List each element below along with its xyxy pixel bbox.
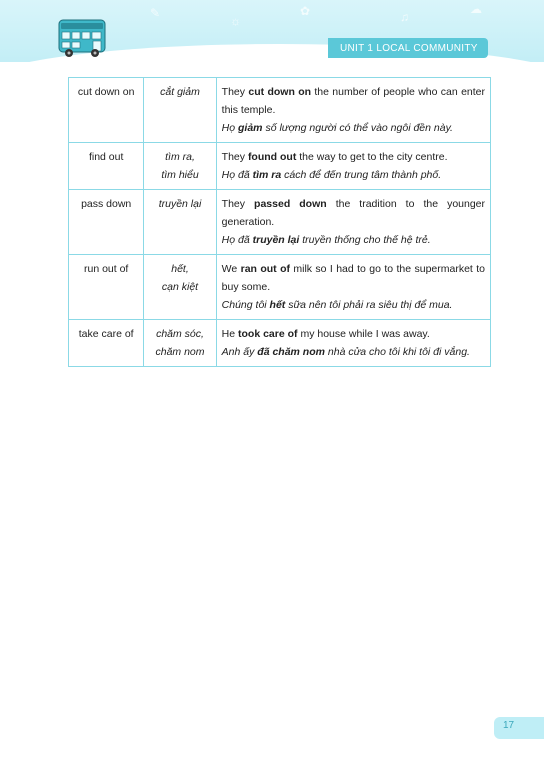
example-vietnamese [222,343,485,361]
example-text: my house while I was away. [297,328,430,340]
phrase-cell: find out [69,143,144,190]
example-vietnamese [222,166,485,184]
highlighted-phrase: found out [247,151,297,163]
doodle-icon: ✿ [300,4,311,18]
translation-text: số lượng người có thể vào ngôi đền này. [262,122,453,134]
highlighted-translation: truyền lại [252,234,300,246]
table-row [69,255,491,320]
highlighted-phrase: cut down on [248,86,312,98]
example-cell [216,78,490,143]
phrasal-verb-table [68,77,491,367]
example-cell [216,255,490,320]
translation-text: Chúng tôi [221,299,270,311]
example-english [222,260,485,296]
meaning-cell: hết, cạn kiệt [144,255,216,320]
example-english [222,325,485,343]
example-text: the tradition to the younger generation. [221,198,486,228]
table-row [69,143,491,190]
example-text: They [221,86,249,98]
translation-text: Anh ấy [221,346,258,358]
highlighted-phrase: took care of [238,328,298,340]
page-number-tab [494,717,544,739]
meaning-cell: tìm ra, tìm hiểu [144,143,216,190]
highlighted-phrase: passed down [254,198,327,210]
doodle-icon: ☁ [470,2,482,16]
example-cell [216,143,490,190]
translation-text: Họ đã [221,234,253,246]
example-english [222,148,485,166]
example-cell [216,190,490,255]
translation-text: sữa nên tôi phải ra siêu thị để mua. [285,299,453,311]
phrase-cell: run out of [69,255,144,320]
example-text: We [221,263,241,275]
translation-text: truyền thống cho thế hệ trẻ. [299,234,431,246]
example-vietnamese [222,119,485,137]
example-text: He [221,328,239,340]
example-text: They [221,151,248,163]
translation-text: Họ [221,122,239,134]
translation-text: nhà cửa cho tôi khi tôi đi vắng. [324,346,470,358]
example-english [222,83,485,119]
example-text: the way to get to the city centre. [296,151,448,163]
example-english [222,195,485,231]
highlighted-translation: giảm [238,122,263,134]
highlighted-translation: đã chăm nom [257,346,325,358]
phrase-cell: take care of [69,320,144,367]
example-text: milk so I had to go to the supermarket to buy some. [221,263,485,293]
table-row [69,320,491,367]
example-text: the number of people who can enter this temple. [221,86,486,116]
doodle-icon: ♫ [400,10,409,24]
doodle-icon: ✎ [150,6,161,20]
phrase-cell: cut down on [69,78,144,143]
highlighted-translation: tìm ra [252,169,282,181]
highlighted-phrase: ran out of [240,263,290,275]
example-cell [216,320,490,367]
bus-icon [57,19,107,58]
translation-text: Họ đã [221,169,253,181]
example-vietnamese [222,231,485,249]
meaning-cell: cắt giảm [144,78,216,143]
page-number: 17 [503,720,515,731]
table-row [69,78,491,143]
meaning-cell: truyền lại [144,190,216,255]
phrase-cell: pass down [69,190,144,255]
meaning-cell: chăm sóc, chăm nom [144,320,216,367]
table-row [69,190,491,255]
translation-text: cách để đến trung tâm thành phố. [281,169,442,181]
example-text: They [221,198,255,210]
example-vietnamese [222,296,485,314]
highlighted-translation: hết [269,299,286,311]
unit-title: UNIT 1 LOCAL COMMUNITY [340,43,478,54]
doodle-icon: ☼ [230,14,241,28]
